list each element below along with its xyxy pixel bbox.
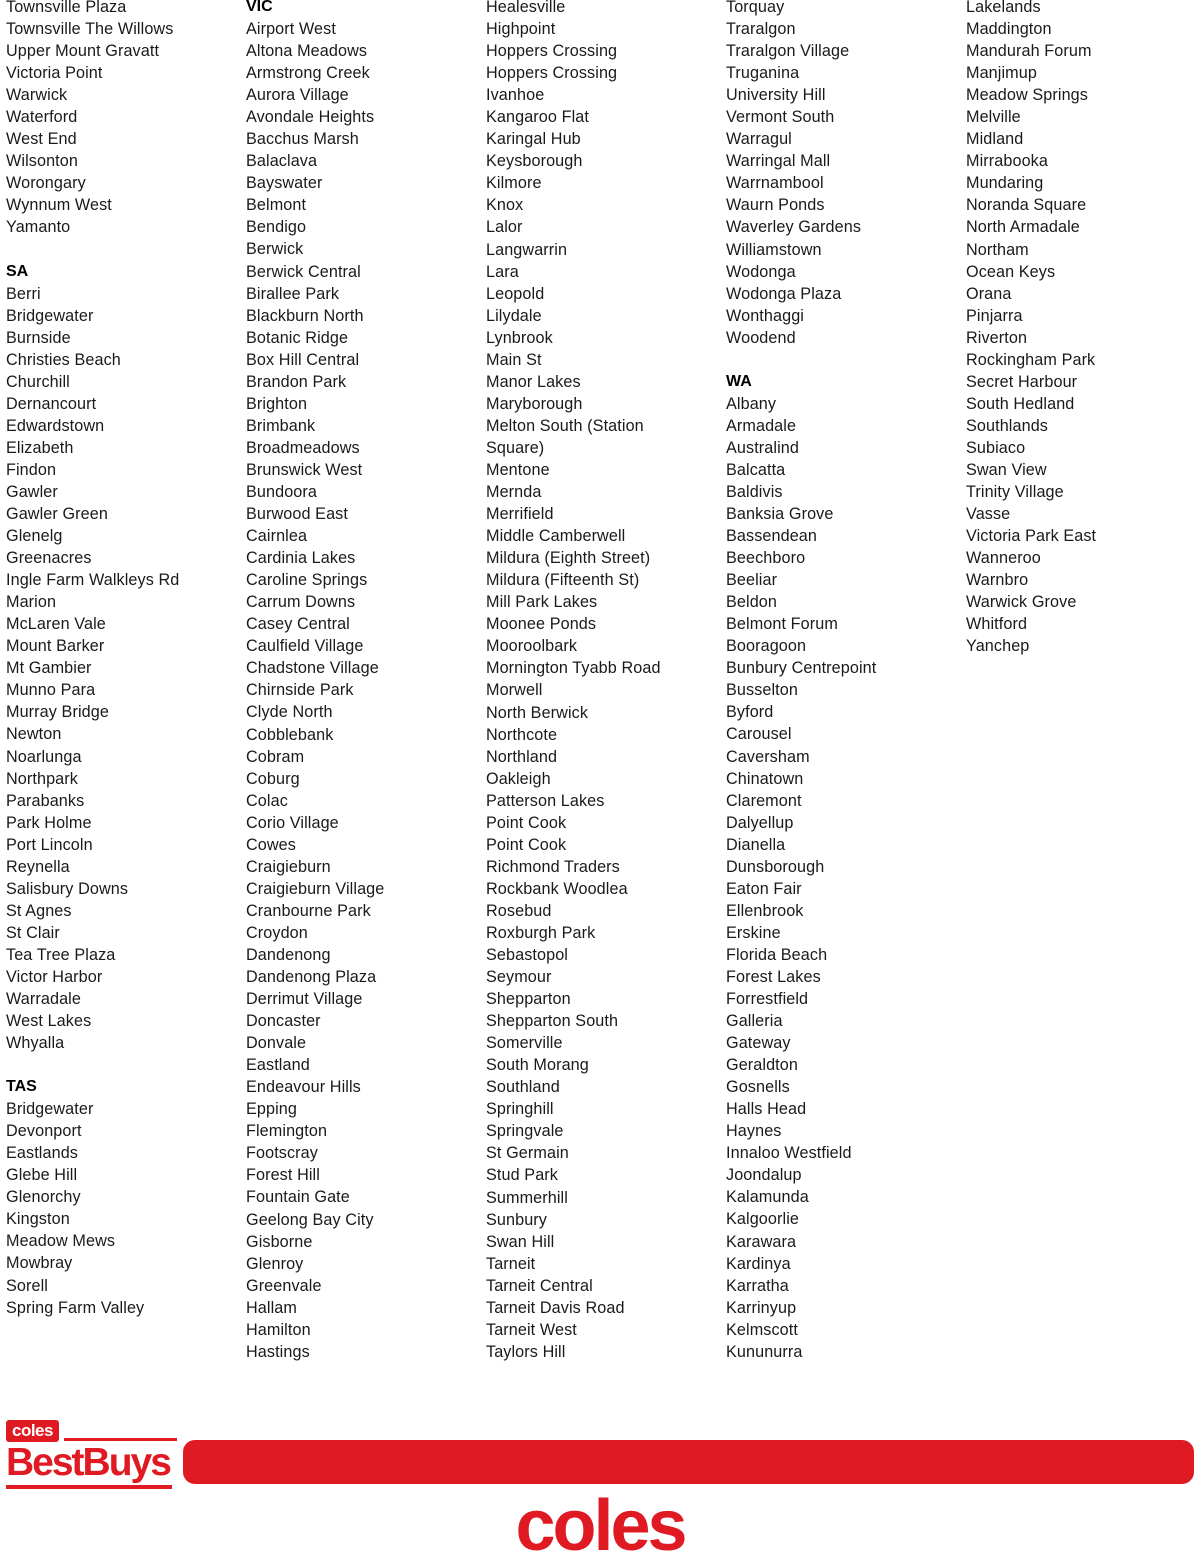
store-name: Ellenbrook bbox=[726, 901, 804, 920]
store-name: Cobram bbox=[246, 747, 305, 766]
store-name: Karratha bbox=[726, 1276, 789, 1295]
store-name: Pinjarra bbox=[966, 306, 1023, 325]
store-name: Geraldton bbox=[726, 1056, 798, 1075]
store-name: Craigieburn bbox=[246, 857, 331, 876]
store-name: Chirnside Park bbox=[246, 681, 354, 700]
store-name: Hoppers Crossing bbox=[486, 42, 618, 61]
store-name: Mt Gambier bbox=[6, 659, 92, 678]
store-name: Subiaco bbox=[966, 438, 1026, 457]
store-name: Leopold bbox=[486, 284, 545, 303]
store-name: South Morang bbox=[486, 1056, 589, 1075]
store-name: Armstrong Creek bbox=[246, 64, 370, 83]
store-name: Bunbury Centrepoint bbox=[726, 659, 877, 678]
store-name: Blackburn North bbox=[246, 306, 364, 325]
store-name: North Armadale bbox=[966, 218, 1080, 237]
store-name: Noarlunga bbox=[6, 747, 82, 766]
store-name: Warradale bbox=[6, 990, 81, 1009]
store-name: Stud Park bbox=[486, 1166, 558, 1185]
store-name: Merrifield bbox=[486, 505, 554, 524]
store-name: Mowbray bbox=[6, 1254, 73, 1273]
store-name: Northam bbox=[966, 240, 1029, 259]
store-name: Vasse bbox=[966, 505, 1011, 524]
store-name: Brunswick West bbox=[246, 460, 363, 479]
store-name: Joondalup bbox=[726, 1166, 802, 1185]
store-name: Banksia Grove bbox=[726, 504, 834, 523]
store-name: Kangaroo Flat bbox=[486, 108, 589, 127]
store-name: Forrestfield bbox=[726, 990, 809, 1009]
store-name: Manor Lakes bbox=[486, 372, 581, 391]
store-name: Cardinia Lakes bbox=[246, 549, 356, 568]
store-name: Chinatown bbox=[726, 769, 804, 788]
store-column bbox=[480, 0, 720, 1376]
store-name: Burwood East bbox=[246, 505, 348, 524]
store-name: Colac bbox=[246, 791, 288, 810]
store-name: Airport West bbox=[246, 20, 336, 38]
state-section bbox=[966, 0, 1200, 657]
store-name: Doncaster bbox=[246, 1012, 321, 1031]
store-name: Cobblebank bbox=[246, 725, 334, 744]
store-name: Devonport bbox=[6, 1122, 82, 1141]
store-name: Byford bbox=[726, 703, 774, 722]
store-name: Florida Beach bbox=[726, 945, 828, 964]
store-name: Fountain Gate bbox=[246, 1188, 350, 1207]
store-name: Somerville bbox=[486, 1034, 563, 1053]
store-name: Hallam bbox=[246, 1298, 297, 1317]
store-name: University Hill bbox=[726, 86, 826, 105]
store-name: Rosebud bbox=[486, 901, 552, 920]
store-name: Wodonga Plaza bbox=[726, 284, 842, 303]
store-name: Karrinyup bbox=[726, 1298, 797, 1317]
brand-small-label: coles bbox=[6, 1420, 59, 1442]
store-name: Kingston bbox=[6, 1210, 70, 1229]
store-name: Dandenong bbox=[246, 945, 331, 964]
store-column bbox=[720, 0, 960, 1376]
store-name: Bundoora bbox=[246, 482, 318, 501]
store-name: Wynnum West bbox=[6, 196, 112, 215]
store-name: Manjimup bbox=[966, 64, 1037, 83]
store-name: Eastlands bbox=[6, 1144, 78, 1163]
store-name: Chadstone Village bbox=[246, 659, 379, 678]
store-name: Gawler bbox=[6, 482, 58, 501]
store-name: Haynes bbox=[726, 1122, 782, 1141]
state-heading: SA bbox=[6, 262, 29, 280]
store-name: Moonee Ponds bbox=[486, 615, 597, 634]
store-name: Bridgewater bbox=[6, 1100, 94, 1119]
store-name: Warwick bbox=[6, 86, 68, 105]
store-name: Southland bbox=[486, 1078, 560, 1097]
store-name: Port Lincoln bbox=[6, 835, 93, 854]
state-section bbox=[726, 371, 960, 1363]
store-name: Cowes bbox=[246, 835, 296, 854]
store-name: Warringal Mall bbox=[726, 152, 831, 171]
store-name: Kilmore bbox=[486, 174, 542, 193]
store-name: Newton bbox=[6, 725, 62, 744]
store-name: Springvale bbox=[486, 1122, 564, 1141]
store-name: St Agnes bbox=[6, 901, 72, 920]
store-name: Geelong Bay City bbox=[246, 1210, 374, 1229]
store-name: Munno Para bbox=[6, 681, 96, 700]
store-name: Lakelands bbox=[966, 0, 1041, 16]
store-name: Eaton Fair bbox=[726, 879, 802, 898]
store-name: Botanic Ridge bbox=[246, 328, 349, 347]
store-name: West End bbox=[6, 130, 77, 149]
store-name: Mentone bbox=[486, 460, 550, 479]
store-name: Warragul bbox=[726, 130, 792, 149]
store-name: Glenorchy bbox=[6, 1188, 81, 1207]
store-name: Sebastopol bbox=[486, 946, 569, 965]
store-name: Mill Park Lakes bbox=[486, 593, 598, 612]
store-name: Belmont Forum bbox=[726, 615, 838, 634]
store-name: Warrnambool bbox=[726, 174, 824, 193]
store-name: Broadmeadows bbox=[246, 438, 360, 457]
store-name: Gateway bbox=[726, 1034, 791, 1053]
state-heading: VIC bbox=[246, 0, 273, 15]
store-name: Altona Meadows bbox=[246, 42, 368, 61]
footer-red-bar bbox=[183, 1440, 1194, 1484]
store-name: Corio Village bbox=[246, 813, 339, 832]
store-name: Carrum Downs bbox=[246, 593, 356, 612]
store-name: Reynella bbox=[6, 857, 70, 876]
store-name: Avondale Heights bbox=[246, 108, 375, 127]
store-name: Beldon bbox=[726, 593, 778, 612]
store-name: Woodend bbox=[726, 328, 796, 347]
store-name: Riverton bbox=[966, 328, 1028, 347]
store-name: Halls Head bbox=[726, 1100, 807, 1119]
store-name: Northcote bbox=[486, 725, 558, 744]
store-name: Summerhill bbox=[486, 1188, 568, 1207]
store-name: Glenelg bbox=[6, 527, 63, 546]
store-name: Bacchus Marsh bbox=[246, 130, 359, 149]
store-name: Ingle Farm Walkleys Rd bbox=[6, 571, 180, 590]
store-name: Healesville bbox=[486, 0, 566, 16]
store-name: Secret Harbour bbox=[966, 372, 1078, 391]
store-name: Dunsborough bbox=[726, 857, 825, 876]
state-section bbox=[6, 261, 240, 1055]
store-name: Orana bbox=[966, 284, 1012, 303]
state-heading: WA bbox=[726, 372, 752, 390]
store-name: Kelmscott bbox=[726, 1320, 798, 1339]
store-name: Rockbank Woodlea bbox=[486, 879, 628, 898]
store-name: Burnside bbox=[6, 328, 71, 347]
store-name: Lara bbox=[486, 262, 519, 281]
store-name: Sorell bbox=[6, 1276, 48, 1295]
store-name: Townsville The Willows bbox=[6, 20, 174, 39]
store-name: Townsville Plaza bbox=[6, 0, 127, 16]
store-name: Williamstown bbox=[726, 240, 822, 259]
store-name: Langwarrin bbox=[486, 240, 568, 259]
store-name: Sunbury bbox=[486, 1210, 547, 1229]
store-name: Greenvale bbox=[246, 1276, 322, 1295]
store-name: Swan View bbox=[966, 460, 1047, 479]
store-name: Galleria bbox=[726, 1012, 783, 1031]
store-name: Hastings bbox=[246, 1342, 310, 1361]
store-name: Salisbury Downs bbox=[6, 879, 129, 898]
store-name: Derrimut Village bbox=[246, 990, 363, 1009]
store-name: Forest Hill bbox=[246, 1166, 320, 1185]
store-name: Kardinya bbox=[726, 1254, 791, 1273]
store-name: Erskine bbox=[726, 923, 781, 942]
store-name: Cairnlea bbox=[246, 527, 308, 546]
store-name: Trinity Village bbox=[966, 483, 1064, 502]
store-name: Croydon bbox=[246, 923, 308, 942]
store-name: Footscray bbox=[246, 1144, 318, 1163]
store-name: Berri bbox=[6, 284, 41, 303]
store-name: Tarneit Davis Road bbox=[486, 1298, 625, 1317]
store-name: Mornington Tyabb Road bbox=[486, 659, 661, 678]
store-name: Tarneit West bbox=[486, 1320, 577, 1339]
store-name: Glebe Hill bbox=[6, 1166, 78, 1185]
store-name: Keysborough bbox=[486, 152, 583, 171]
store-name: Noranda Square bbox=[966, 196, 1087, 215]
store-name: Maryborough bbox=[486, 394, 583, 413]
store-name: Cranbourne Park bbox=[246, 901, 371, 920]
store-name: Mildura (Fifteenth St) bbox=[486, 571, 640, 590]
store-name: Wonthaggi bbox=[726, 306, 804, 325]
store-name: Dianella bbox=[726, 835, 786, 854]
store-name: Oakleigh bbox=[486, 769, 551, 788]
store-name: Truganina bbox=[726, 64, 800, 83]
store-name: Busselton bbox=[726, 681, 798, 700]
store-name: Findon bbox=[6, 460, 57, 479]
store-name: Balaclava bbox=[246, 152, 318, 171]
store-name: Whitford bbox=[966, 615, 1028, 634]
store-name: Wodonga bbox=[726, 262, 796, 281]
store-name: Aurora Village bbox=[246, 86, 349, 105]
store-name: Baldivis bbox=[726, 482, 783, 501]
store-name: West Lakes bbox=[6, 1012, 92, 1031]
store-name: Ocean Keys bbox=[966, 262, 1056, 281]
store-name: Craigieburn Village bbox=[246, 879, 385, 898]
store-name: Brimbank bbox=[246, 416, 316, 435]
store-name: Mandurah Forum bbox=[966, 42, 1092, 61]
store-name: Box Hill Central bbox=[246, 350, 360, 369]
store-name: Maddington bbox=[966, 20, 1052, 39]
store-name: South Hedland bbox=[966, 394, 1075, 413]
store-name: Warnbro bbox=[966, 571, 1029, 590]
store-name: Tarneit Central bbox=[486, 1276, 593, 1295]
state-heading: TAS bbox=[6, 1078, 37, 1096]
store-name: Coburg bbox=[246, 769, 300, 788]
state-section bbox=[246, 0, 480, 1363]
store-name: Bayswater bbox=[246, 174, 323, 193]
store-name: St Clair bbox=[6, 923, 60, 942]
store-name: Christies Beach bbox=[6, 350, 121, 369]
store-name: Edwardstown bbox=[6, 416, 105, 435]
store-name: St Germain bbox=[486, 1144, 569, 1163]
store-name: Claremont bbox=[726, 791, 802, 810]
store-column bbox=[960, 0, 1200, 1376]
store-name: Glenroy bbox=[246, 1254, 304, 1273]
store-name: Hamilton bbox=[246, 1320, 311, 1339]
store-name: Waterford bbox=[6, 108, 78, 127]
store-column bbox=[240, 0, 480, 1376]
store-name: Dalyellup bbox=[726, 813, 794, 832]
store-name: Richmond Traders bbox=[486, 857, 620, 876]
store-name: Mildura (Eighth Street) bbox=[486, 549, 651, 568]
store-name: Springhill bbox=[486, 1100, 554, 1119]
store-name: Upper Mount Gravatt bbox=[6, 42, 160, 61]
store-name: Point Cook bbox=[486, 813, 567, 832]
store-name: Tea Tree Plaza bbox=[6, 945, 116, 964]
store-name: Kalamunda bbox=[726, 1188, 809, 1207]
store-name: Ivanhoe bbox=[486, 86, 545, 105]
coles-logo: coles bbox=[515, 1486, 685, 1566]
store-name: Innaloo Westfield bbox=[726, 1144, 852, 1163]
store-name: Victoria Point bbox=[6, 64, 103, 83]
store-name: Park Holme bbox=[6, 813, 92, 832]
store-name: Midland bbox=[966, 130, 1024, 149]
store-name: Melville bbox=[966, 108, 1021, 127]
store-name: Belmont bbox=[246, 196, 307, 215]
store-name: Elizabeth bbox=[6, 438, 74, 457]
store-name: Dandenong Plaza bbox=[246, 968, 377, 987]
store-name: Traralgon Village bbox=[726, 42, 850, 61]
store-name: Victoria Park East bbox=[966, 527, 1097, 546]
store-name: Taylors Hill bbox=[486, 1342, 566, 1361]
store-name: Shepparton bbox=[486, 990, 571, 1009]
store-name: Australind bbox=[726, 438, 799, 457]
store-name: Waverley Gardens bbox=[726, 218, 862, 237]
store-name: Endeavour Hills bbox=[246, 1078, 361, 1097]
store-name: Beechboro bbox=[726, 549, 806, 568]
store-name: Wanneroo bbox=[966, 549, 1041, 568]
store-name: Highpoint bbox=[486, 20, 556, 39]
store-name: Donvale bbox=[246, 1034, 307, 1053]
store-name: Booragoon bbox=[726, 637, 807, 656]
state-section bbox=[726, 0, 960, 349]
footer bbox=[0, 1410, 1200, 1566]
store-name: Middle Camberwell bbox=[486, 527, 626, 546]
store-name: Marion bbox=[6, 593, 57, 612]
store-name: Vermont South bbox=[726, 108, 835, 127]
store-name: Yanchep bbox=[966, 637, 1030, 656]
store-name: Whyalla bbox=[6, 1034, 65, 1053]
store-name: Eastland bbox=[246, 1056, 310, 1075]
store-name: Casey Central bbox=[246, 615, 350, 634]
store-name: Meadow Mews bbox=[6, 1232, 116, 1251]
store-name: Southlands bbox=[966, 416, 1049, 435]
store-name: Kalgoorlie bbox=[726, 1210, 799, 1229]
store-name: Swan Hill bbox=[486, 1232, 555, 1251]
store-name: Kununurra bbox=[726, 1342, 803, 1361]
store-name: Beeliar bbox=[726, 571, 778, 590]
store-name: McLaren Vale bbox=[6, 615, 106, 634]
store-name: Point Cook bbox=[486, 835, 567, 854]
store-name: Gisborne bbox=[246, 1232, 313, 1251]
brand-divider-line bbox=[64, 1438, 177, 1441]
store-name: Main St bbox=[486, 350, 542, 369]
store-name: Dernancourt bbox=[6, 394, 97, 413]
store-name: North Berwick bbox=[486, 703, 589, 722]
store-name: Caroline Springs bbox=[246, 571, 368, 590]
store-name: Morwell bbox=[486, 681, 543, 700]
state-section bbox=[6, 1076, 240, 1318]
store-name: Northpark bbox=[6, 769, 78, 788]
store-name: Bassendean bbox=[726, 527, 818, 546]
store-name: Melton South (Station Square) bbox=[486, 416, 644, 457]
store-name: Shepparton South bbox=[486, 1012, 619, 1031]
store-name: Wilsonton bbox=[6, 152, 78, 171]
store-name: Mernda bbox=[486, 483, 542, 502]
store-name: Torquay bbox=[726, 0, 785, 16]
store-name: Carousel bbox=[726, 725, 792, 744]
store-name: Epping bbox=[246, 1100, 298, 1119]
store-name: Knox bbox=[486, 196, 524, 215]
store-name: Bridgewater bbox=[6, 306, 94, 325]
store-name: Greenacres bbox=[6, 549, 92, 568]
store-name: Patterson Lakes bbox=[486, 791, 605, 810]
brand-name: BestBuys bbox=[6, 1441, 170, 1484]
store-name: Mirrabooka bbox=[966, 152, 1048, 171]
store-name: Waurn Ponds bbox=[726, 196, 825, 215]
store-name: Rockingham Park bbox=[966, 350, 1096, 369]
store-name: Balcatta bbox=[726, 460, 786, 479]
store-name: Gawler Green bbox=[6, 504, 108, 523]
store-name: Brighton bbox=[246, 394, 308, 413]
store-name: Spring Farm Valley bbox=[6, 1298, 145, 1317]
store-name: Northland bbox=[486, 747, 558, 766]
store-name: Armadale bbox=[726, 416, 797, 435]
store-name: Berwick Central bbox=[246, 262, 361, 281]
store-name: Mount Barker bbox=[6, 637, 105, 656]
store-name: Warwick Grove bbox=[966, 593, 1077, 612]
store-name: Roxburgh Park bbox=[486, 923, 596, 942]
store-name: Mundaring bbox=[966, 174, 1044, 193]
store-column bbox=[0, 0, 240, 1376]
store-name: Lalor bbox=[486, 218, 523, 237]
store-name: Yamanto bbox=[6, 218, 71, 237]
store-name: Meadow Springs bbox=[966, 86, 1088, 105]
coles-best-buys-logo bbox=[6, 1420, 176, 1489]
store-name: Birallee Park bbox=[246, 284, 340, 303]
store-name: Parabanks bbox=[6, 791, 85, 810]
store-name: Tarneit bbox=[486, 1254, 536, 1273]
store-name: Brandon Park bbox=[246, 372, 347, 391]
store-name: Worongary bbox=[6, 174, 86, 193]
store-name: Murray Bridge bbox=[6, 703, 109, 722]
store-name: Churchill bbox=[6, 372, 70, 391]
store-name: Seymour bbox=[486, 968, 552, 987]
store-name: Traralgon bbox=[726, 20, 796, 39]
store-name: Caversham bbox=[726, 747, 810, 766]
store-name: Mooroolbark bbox=[486, 637, 578, 656]
store-name: Clyde North bbox=[246, 703, 333, 722]
store-name: Gosnells bbox=[726, 1078, 790, 1097]
store-name: Victor Harbor bbox=[6, 967, 103, 986]
store-name: Hoppers Crossing bbox=[486, 64, 618, 83]
store-name: Karawara bbox=[726, 1232, 797, 1251]
store-name: Bendigo bbox=[246, 218, 307, 237]
state-section bbox=[486, 0, 720, 1363]
store-name: Albany bbox=[726, 394, 777, 413]
store-name: Caulfield Village bbox=[246, 637, 364, 656]
store-name: Berwick bbox=[246, 240, 304, 259]
store-name: Lynbrook bbox=[486, 328, 553, 347]
store-name: Forest Lakes bbox=[726, 967, 821, 986]
brand-underline bbox=[6, 1485, 172, 1489]
store-name: Flemington bbox=[246, 1122, 328, 1141]
store-name: Lilydale bbox=[486, 306, 542, 325]
store-name: Karingal Hub bbox=[486, 130, 581, 149]
state-section bbox=[6, 0, 240, 239]
